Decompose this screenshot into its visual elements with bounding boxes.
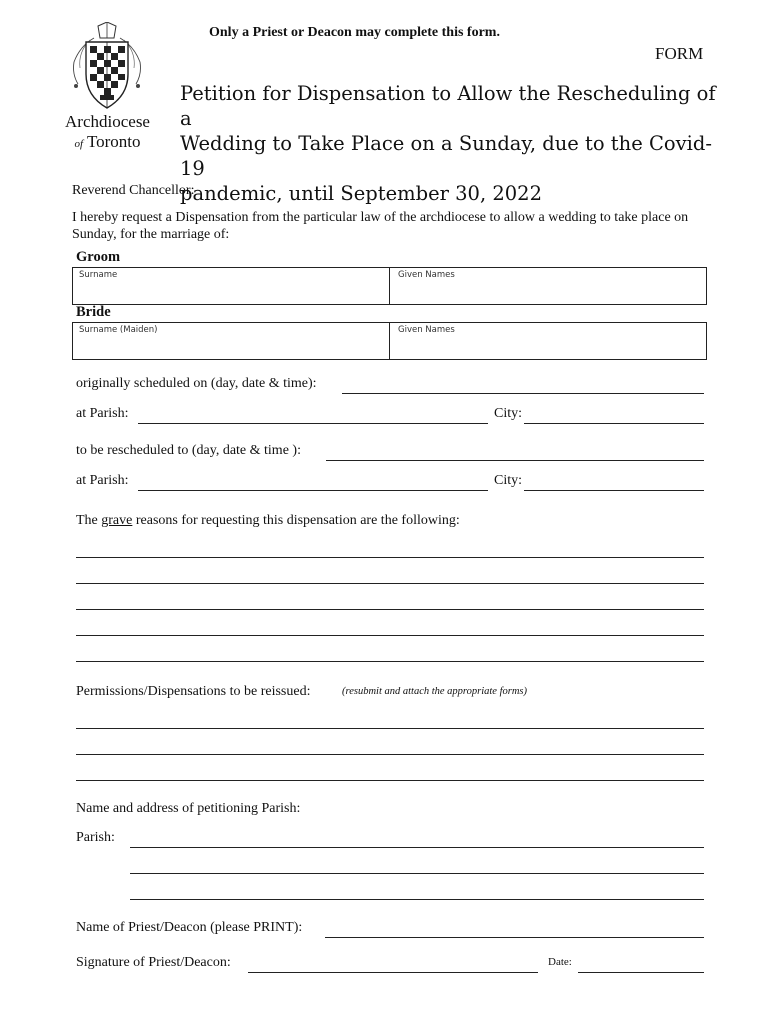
permissions-line-2[interactable] [76,754,704,755]
bride-surname-label: Surname (Maiden) [79,325,158,335]
reschedule-parish-field[interactable] [138,490,488,491]
reasons-line-4[interactable] [76,635,704,636]
reschedule-parish-label: at Parish: [76,473,129,488]
date-label: Date: [548,956,572,968]
petitioning-parish-label: Name and address of petitioning Parish: [76,801,301,816]
reasons-line-2[interactable] [76,583,704,584]
original-city-label: City: [494,406,523,421]
parish-address-label: Parish: [76,830,115,845]
reschedule-city-label: City: [494,473,523,488]
reasons-line-5[interactable] [76,661,704,662]
archdiocese-logo [60,22,155,152]
priest-name-label: Name of Priest/Deacon (please PRINT): [76,920,303,935]
bride-given-field[interactable] [398,339,698,357]
parish-address-line-2[interactable] [130,873,704,874]
title-line-1: Petition for Dispensation to Allow the Rescheduling of a [180,82,716,130]
groom-surname-label: Surname [79,270,118,280]
groom-surname-field[interactable] [79,284,379,302]
reasons-suffix: reasons for requesting this dispensation are the following: [132,513,460,528]
logo-toronto-text [60,132,155,152]
bride-given-label: Given Names [398,325,455,335]
date-field[interactable] [578,972,704,973]
form-title [180,81,720,206]
groom-box-divider [389,268,390,304]
request-text: I hereby request a Dispensation from the particular law of the archdiocese to allow a wedding to take place on Sunday, for the marriage of: [72,210,689,242]
reasons-line-1[interactable] [76,557,704,558]
form-notice: Only a Priest or Deacon may complete this form. [209,25,500,40]
permissions-note: (resubmit and attach the appropriate forms) [342,686,528,697]
groom-given-field[interactable] [398,284,698,302]
permissions-line-1[interactable] [76,728,704,729]
groom-heading: Groom [76,249,121,265]
groom-given-label: Given Names [398,270,455,280]
reasons-line-3[interactable] [76,609,704,610]
logo-toronto-word: Toronto [86,132,141,151]
original-parish-field[interactable] [138,423,488,424]
signature-field[interactable] [248,972,538,973]
reasons-label [76,513,460,529]
logo-of-text: of [74,138,83,150]
signature-label: Signature of Priest/Deacon: [76,955,231,970]
bride-surname-field[interactable] [79,339,379,357]
original-parish-label: at Parish: [76,406,129,421]
permissions-line-3[interactable] [76,780,704,781]
bride-heading: Bride [76,304,111,320]
groom-name-box [72,267,707,305]
reasons-prefix: The [76,513,102,528]
title-line-3: pandemic, until September 30, 2022 [180,182,542,205]
original-date-field[interactable] [342,393,704,394]
title-line-2: Wedding to Take Place on a Sunday, due to the Covid-19 [180,132,712,180]
reschedule-date-label: to be rescheduled to (day, date & time ): [76,443,301,458]
priest-name-field[interactable] [325,937,704,938]
reasons-grave-word: grave [101,513,133,528]
bride-name-box [72,322,707,360]
bride-box-divider [389,323,390,359]
logo-archdiocese-text: Archdiocese [65,112,150,131]
coat-of-arms-icon [60,22,155,112]
parish-address-line-1[interactable] [130,847,704,848]
reschedule-date-field[interactable] [326,460,704,461]
reschedule-city-field[interactable] [524,490,704,491]
salutation: Reverend Chancellor: [72,183,195,198]
form-label: FORM [655,44,704,63]
parish-address-line-3[interactable] [130,899,704,900]
original-city-field[interactable] [524,423,704,424]
permissions-label: Permissions/Dispensations to be reissued: [76,684,311,699]
original-date-label: originally scheduled on (day, date & time): [76,376,317,391]
